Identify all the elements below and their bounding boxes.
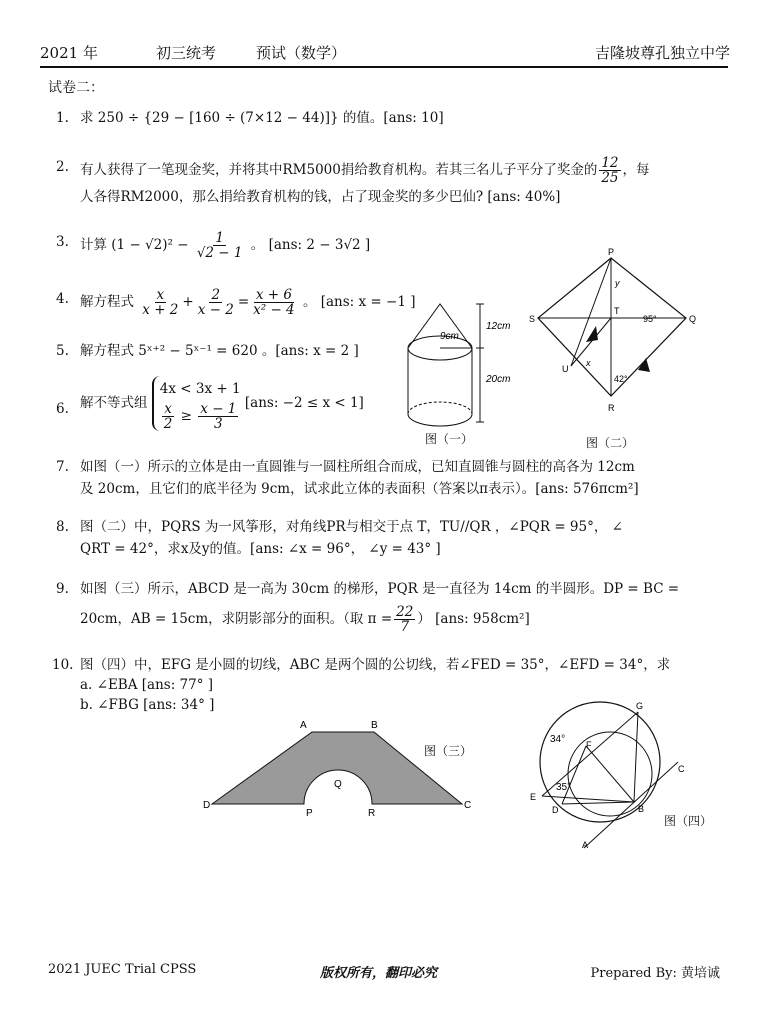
label-x: x (586, 358, 591, 368)
line-tu (571, 318, 611, 366)
label-s: S (529, 314, 536, 324)
question-number: 9. (56, 581, 69, 597)
header-rule (40, 66, 728, 68)
question-number: 4. (56, 291, 69, 307)
question-text: 及 20cm，且它们的底半径为 9cm，试求此立体的表面积（答案以π表示）。[ans: 576πcm²] (80, 481, 639, 497)
cylinder-bottom (408, 414, 472, 426)
footer-right: Prepared By: 黄培诚 (590, 966, 720, 981)
label-r: R (368, 808, 376, 819)
header-exam: 初三统考 (156, 44, 217, 62)
parallel-arrow-tu (586, 326, 598, 342)
question-number: 10. (52, 657, 74, 673)
section-title: 试卷二： (48, 80, 104, 96)
label-angle-r: 42° (614, 374, 628, 384)
answer-text: 。 [ans: 2 − 3√2 ] (250, 237, 371, 253)
label-d: D (552, 805, 559, 815)
figure-3-caption: 图（三） (424, 744, 473, 758)
label-q: Q (334, 779, 342, 790)
label-p: P (608, 247, 615, 257)
angle-label-35: 35° (556, 782, 572, 793)
label-f: F (586, 740, 592, 750)
label-g: G (636, 701, 644, 711)
fraction: $\frac{22}{7}$ (396, 604, 414, 635)
question-text: 图（四）中，EFG 是小圆的切线，ABC 是两个圆的公切线，若∠FED = 35°，∠EFD = 34°，求 (80, 657, 671, 673)
label-b: B (638, 804, 645, 814)
label-a: A (300, 720, 307, 731)
label-u: U (562, 364, 569, 374)
label-b: B (371, 720, 378, 731)
header-year: 2021 年 (40, 44, 98, 62)
question-text: 如图（一）所示的立体是由一直圆锥与一圆柱所组合而成，已知直圆锥与圆柱的高各为 12cm (80, 459, 635, 475)
header-paper: 预试（数学） (256, 44, 347, 62)
question-number: 2. (56, 159, 69, 175)
fraction: $\frac{x + 6}{\text{x² − 4}}$ (253, 287, 295, 318)
footer-left: 2021 JUEC Trial CPSS (48, 962, 197, 977)
label-e: E (530, 792, 537, 802)
label-r: R (608, 403, 615, 413)
answer-text: 。 [ans: x = −1 ] (302, 294, 416, 310)
chord-eb (542, 796, 634, 802)
fraction: $\frac{1}{√2 - 1}$ (196, 230, 243, 261)
radius-label: 9cm (440, 331, 459, 342)
common-tangent-abc (584, 762, 678, 848)
label-c: C (464, 800, 472, 811)
question-text: 图（二）中，PQRS 为一风筝形，对角线PR与相交于点 T，TU//QR ，∠PQR = 95°， ∠ (80, 519, 623, 535)
figure-2-caption: 图（二） (586, 436, 635, 450)
question-text: 计算 (1 − √2)² − (80, 237, 189, 253)
question-number: 3. (56, 234, 69, 250)
subquestion-a: a. ∠EBA [ans: 77° ] (80, 677, 214, 693)
kite-outline (538, 258, 686, 396)
question-text: 如图（三）所示，ABCD 是一高为 30cm 的梯形，PQR 是一直径为 14cm 的半圆形。DP = BC = (80, 581, 680, 597)
subquestion-b: b. ∠FBG [ans: 34° ] (80, 697, 215, 713)
line-db (562, 802, 634, 804)
figure-3 (196, 716, 486, 826)
label-y: y (615, 278, 620, 288)
label-d: D (203, 800, 211, 811)
fraction: $\frac{2}{x - 2}$ (197, 287, 234, 318)
label-t: T (614, 306, 620, 316)
question-number: 8. (56, 519, 69, 535)
label-angle-q: 95° (643, 314, 657, 324)
fraction: $\frac{12}{25}$ (601, 155, 619, 186)
figure-2 (526, 246, 706, 436)
figure-1-caption: 图（一） (425, 432, 474, 446)
label-p: P (306, 808, 313, 819)
answer-text: ） [ans: 958cm²] (417, 611, 530, 627)
question-text: QRT = 42°，求x及y的值。[ans: ∠x = 96°， ∠y = 43° ] (80, 541, 441, 557)
figure-1 (398, 296, 528, 446)
parallel-arrow-qr (638, 358, 650, 372)
label-q: Q (689, 314, 697, 324)
answer-text: [ans: −2 ≤ x < 1] (244, 395, 364, 411)
header-school: 吉隆坡尊孔独立中学 (594, 44, 730, 62)
question-number: 7. (56, 459, 69, 475)
cylinder-bottom-hidden (408, 402, 472, 414)
figure-4-caption: 图（四） (664, 814, 713, 828)
footer-center: 版权所有，翻印必究 (320, 966, 438, 981)
cylinder-height-label: 20cm (486, 374, 511, 385)
page-header (40, 42, 730, 64)
inequality-system: 4x < 3x + 1 $\frac{x}{2}$ ≥ $\frac{x - 1}{3}$ (152, 376, 241, 431)
cone-height-label: 12cm (486, 321, 511, 332)
angle-label-34: 34° (550, 734, 566, 745)
question-text: 人各得RM2000，那么捐给教育机构的钱，占了现金奖的多少巴仙? [ans: 40%] (80, 189, 561, 205)
line-fb (586, 746, 634, 802)
label-a: A (582, 840, 589, 850)
question-number: 5. (56, 343, 69, 359)
fraction: $\frac{x}{x + 2}$ (142, 287, 179, 318)
question-number: 1. (56, 110, 69, 126)
question-text: 求 250 ÷ {29 − [160 ÷ (7×12 − 44)]} 的值。[ans: 10] (80, 110, 444, 126)
label-c: C (678, 764, 685, 774)
line-gb (634, 712, 638, 802)
question-text: 有人获得了一笔现金奖，并将其中RM5000捐给教育机构。若其三名儿子平分了奖金的 (80, 162, 598, 178)
question-text: 解方程式 5ˣ⁺² − 5ˣ⁻¹ = 620 。[ans: x = 2 ] (80, 343, 359, 359)
question-number: 6. (56, 401, 69, 417)
